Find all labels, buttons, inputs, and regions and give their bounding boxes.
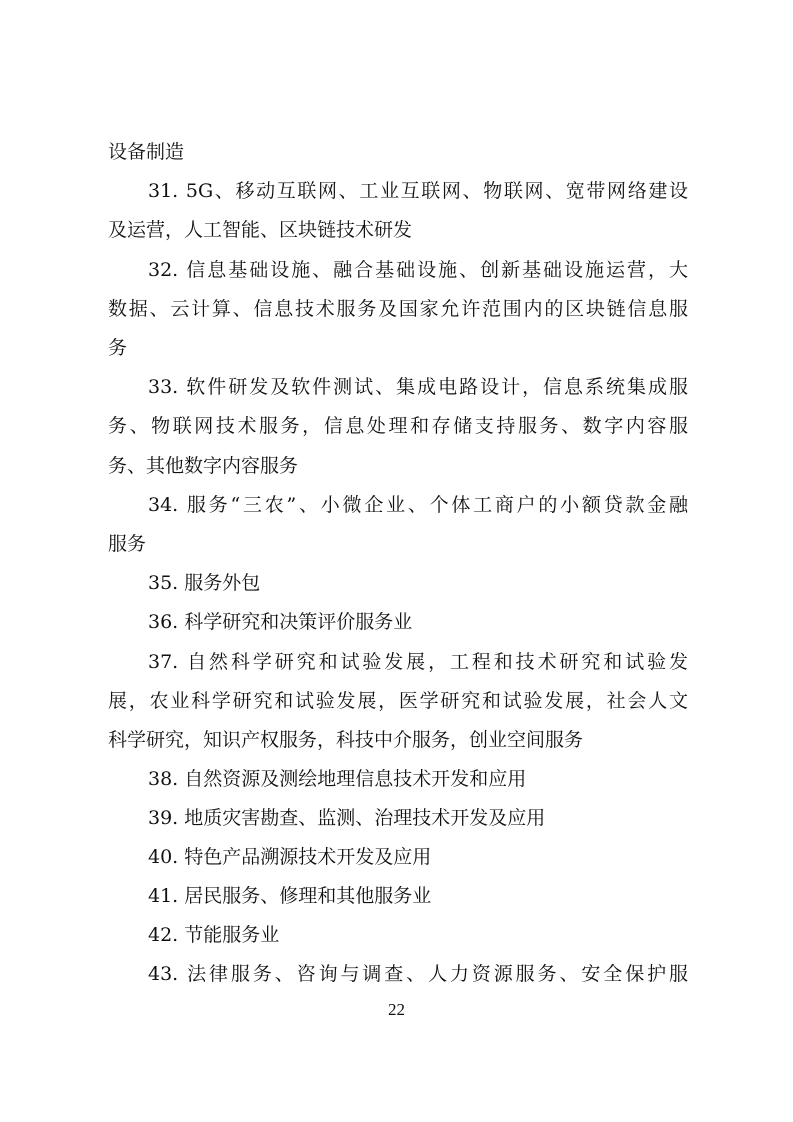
text-line: 数据、云计算、信息技术服务及国家允许范围内的区块链信息服 [108, 298, 688, 320]
text-line: 34. 服务“三农”、小微企业、个体工商户的小额贷款金融 [148, 494, 688, 516]
text-line: 39. 地质灾害勘查、监测、治理技术开发及应用 [148, 807, 546, 829]
text-line: 40. 特色产品溯源技术开发及应用 [148, 846, 432, 868]
text-line: 32. 信息基础设施、融合基础设施、创新基础设施运营，大 [148, 259, 688, 281]
text-line: 展，农业科学研究和试验发展，医学研究和试验发展，社会人文 [108, 690, 688, 712]
text-line: 35. 服务外包 [148, 572, 261, 594]
text-line: 36. 科学研究和决策评价服务业 [148, 611, 413, 633]
text-line: 37. 自然科学研究和试验发展，工程和技术研究和试验发 [148, 651, 688, 673]
text-line: 务、其他数字内容服务 [108, 455, 299, 477]
text-line: 设备制造 [108, 141, 185, 163]
text-line: 33. 软件研发及软件测试、集成电路设计，信息系统集成服 [148, 376, 688, 398]
text-line: 服务 [108, 533, 147, 555]
text-line: 务 [108, 337, 128, 359]
text-line: 43. 法律服务、咨询与调查、人力资源服务、安全保护服 [148, 963, 688, 985]
page-number: 22 [388, 1000, 405, 1019]
text-line: 31. 5G、移动互联网、工业互联网、物联网、宽带网络建设 [148, 180, 688, 202]
text-line: 务、物联网技术服务，信息处理和存储支持服务、数字内容服 [108, 415, 688, 437]
text-line: 科学研究，知识产权服务，科技中介服务，创业空间服务 [108, 729, 584, 751]
text-line: 42. 节能服务业 [148, 924, 280, 946]
text-line: 及运营，人工智能、区块链技术研发 [108, 219, 413, 241]
text-line: 38. 自然资源及测绘地理信息技术开发和应用 [148, 768, 527, 790]
text-line: 41. 居民服务、修理和其他服务业 [148, 885, 432, 907]
